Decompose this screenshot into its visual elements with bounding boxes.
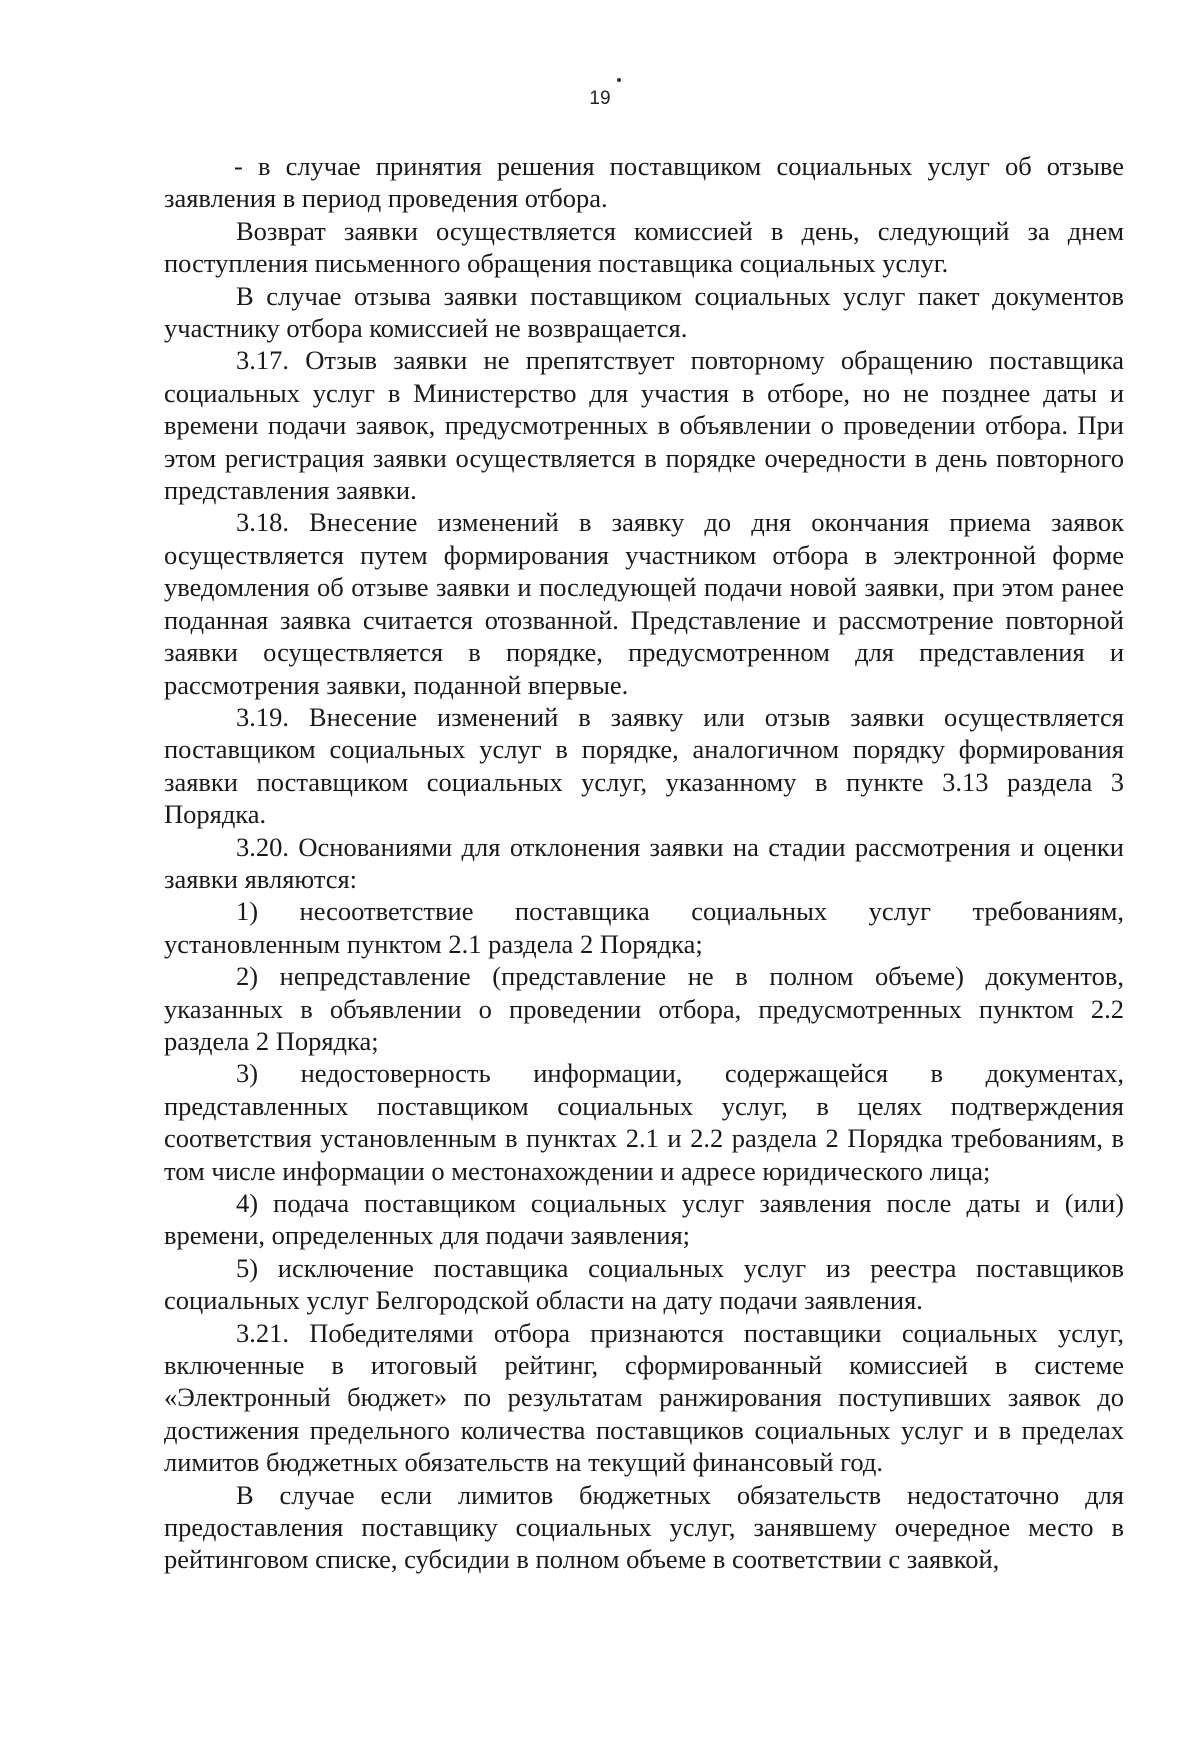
paragraph-withdrawal-case: - в случае принятия решения поставщиком социальных услуг об отзыве заявления в период проведения отбора.: [164, 151, 1124, 214]
paragraph-documents-not-returned: В случае отзыва заявки поставщиком социальных услуг пакет документов участнику отбора комиссией не возвращается.: [164, 280, 1124, 344]
list-item-5: 5) исключение поставщика социальных услуг из реестра поставщиков социальных услуг Белгородской области на дату подачи заявления.: [164, 1252, 1124, 1316]
paragraph-3-18: 3.18. Внесение изменений в заявку до дня окончания приема заявок осуществляется путем формирования участником отбора в электронной форме уведомления об отзыве заявки и последующей подачи новой заявки, при этом ранее поданная заявка считается отозванной. Представление и рассмотрение повторной заявки осуществляется в порядке, предусмотренном для представления и рассмотрения заявки, поданной впервые.: [164, 507, 1124, 700]
paragraph-3-20: 3.20. Основаниями для отклонения заявки на стадии рассмотрения и оценки заявки являются:: [164, 831, 1124, 894]
paragraph-3-21: 3.21. Победителями отбора признаются поставщики социальных услуг, включенные в итоговый рейтинг, сформированный комиссией в системе «Электронный бюджет» по результатам ранжирования поступивших заявок до достижения предельного количества поставщиков социальных услуг и в пределах лимитов бюджетных обязательств на текущий финансовый год.: [164, 1317, 1124, 1478]
list-item-4: 4) подача поставщиком социальных услуг заявления после даты и (или) времени, определенных для подачи заявления;: [164, 1188, 1124, 1251]
page-number: 19: [589, 88, 611, 109]
paragraph-3-17: 3.17. Отзыв заявки не препятствует повторному обращению поставщика социальных услуг в Министерство для участия в отборе, но не позднее даты и времени подачи заявок, предусмотренных в объявлении о проведении отбора. При этом регистрация заявки осуществляется в порядке очередности в день повторного представления заявки.: [164, 345, 1124, 506]
list-item-1: 1) несоответствие поставщика социальных услуг требованиям, установленным пунктом 2.1 раздела 2 Порядка;: [164, 896, 1124, 959]
list-item-2: 2) непредставление (представление не в полном объеме) документов, указанных в объявлении о проведении отбора, предусмотренных пунктом 2.2 раздела 2 Порядка;: [164, 961, 1124, 1056]
scan-artifact-dot: [617, 78, 621, 82]
paragraph-3-19: 3.19. Внесение изменений в заявку или отзыв заявки осуществляется поставщиком социальных услуг в порядке, аналогичном порядку формирования заявки поставщиком социальных услуг, указанному в пункте 3.13 раздела 3 Порядка.: [164, 701, 1124, 830]
paragraph-insufficient-limits: В случае если лимитов бюджетных обязательств недостаточно для предоставления поставщику социальных услуг, занявшему очередное место в рейтинговом списке, субсидии в полном объеме в соответствии с заявкой,: [164, 1479, 1124, 1575]
list-item-3: 3) недостоверность информации, содержащейся в документах, представленных поставщиком социальных услуг, в целях подтверждения соответствия установленным в пунктах 2.1 и 2.2 раздела 2 Порядка требованиям, в том числе информации о местонахождении и адресе юридического лица;: [164, 1058, 1124, 1186]
document-body: [164, 150, 1124, 1576]
paragraph-return-of-application: Возврат заявки осуществляется комиссией в день, следующий за днем поступления письменного обращения поставщика социальных услуг.: [164, 215, 1124, 279]
